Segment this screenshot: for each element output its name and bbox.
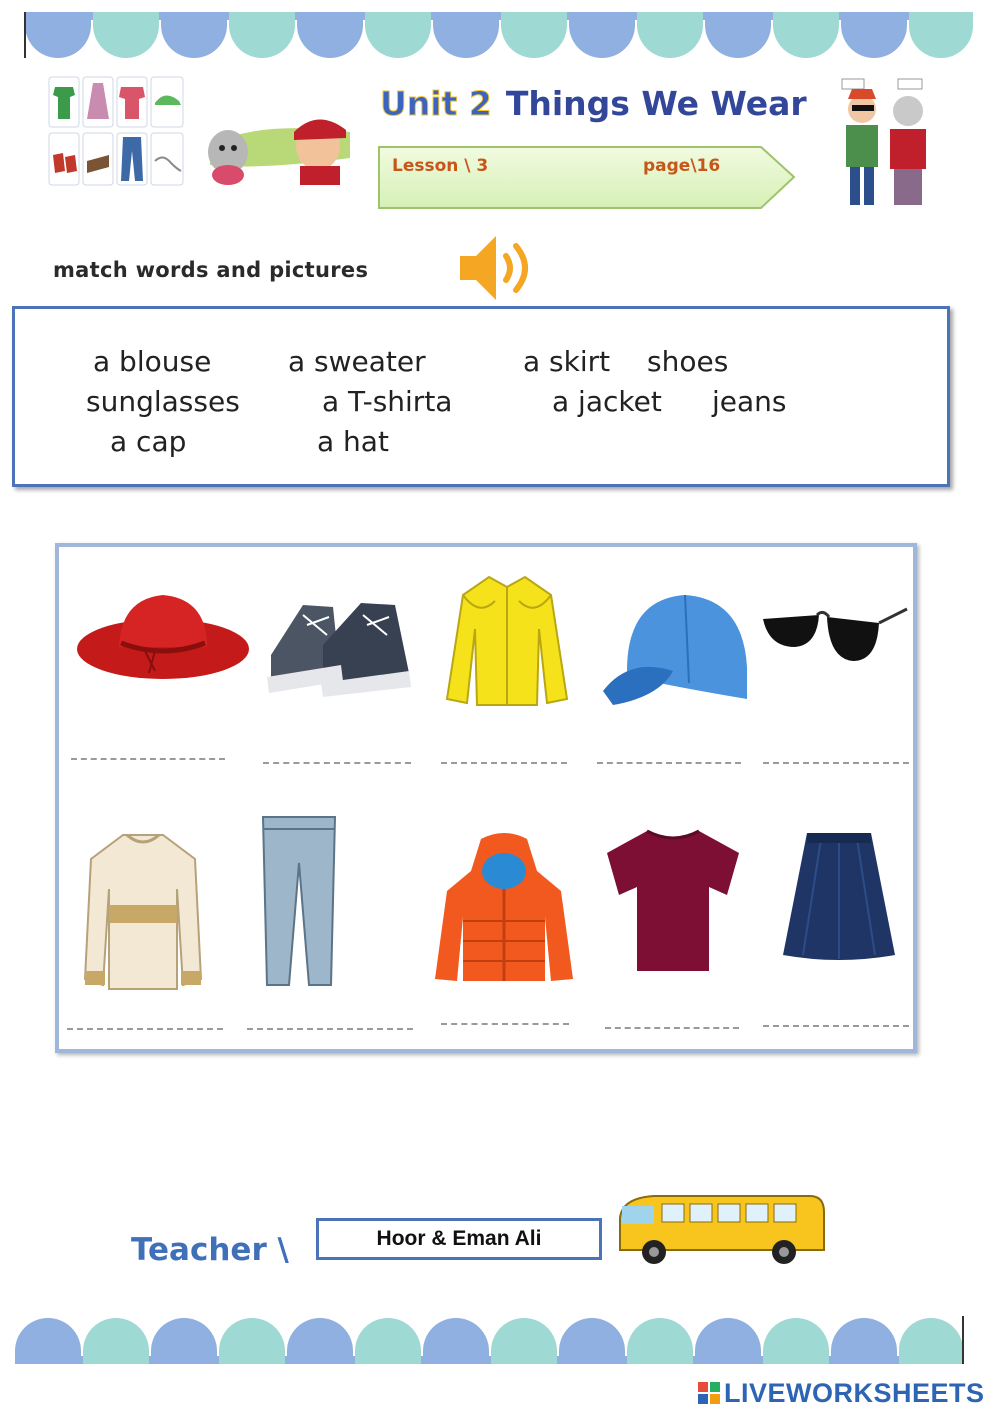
word-bank-item: jeans <box>712 385 787 418</box>
word-bank-item: shoes <box>647 345 729 378</box>
answer-line[interactable] <box>763 762 909 764</box>
page-title <box>380 84 807 132</box>
border-scallop <box>695 1318 761 1364</box>
bottom-border-line <box>962 1316 964 1364</box>
jeans-icon <box>257 813 341 987</box>
word-bank-item: sunglasses <box>86 385 240 418</box>
picture-panel <box>55 543 917 1053</box>
top-border-line <box>24 12 26 58</box>
border-scallop <box>423 1318 489 1364</box>
border-scallop <box>559 1318 625 1364</box>
border-scallop <box>25 12 91 58</box>
border-scallop <box>433 12 499 58</box>
border-scallop <box>773 12 839 58</box>
word-bank-item: a jacket <box>552 385 662 418</box>
border-scallop <box>831 1318 897 1364</box>
word-bank-item: a cap <box>110 425 187 458</box>
border-scallop <box>491 1318 557 1364</box>
word-bank-item: a skirt <box>523 345 611 378</box>
border-scallop <box>841 12 907 58</box>
speaker-icon[interactable] <box>456 232 540 304</box>
bottom-border-strip <box>15 1316 963 1364</box>
clothing-grid-image <box>47 75 185 187</box>
top-border-strip <box>25 12 973 60</box>
unit-label: Unit 2 <box>380 84 492 123</box>
border-scallop <box>899 1318 963 1364</box>
border-scallop <box>365 12 431 58</box>
maroon-tshirt-icon <box>605 827 741 973</box>
word-bank-item: a T-shirta <box>322 385 453 418</box>
answer-line[interactable] <box>441 1023 569 1025</box>
word-bank-box <box>12 306 950 487</box>
teacher-name-box: Hoor & Eman Ali <box>316 1218 602 1260</box>
border-scallop <box>219 1318 285 1364</box>
characters-illustration <box>838 75 938 213</box>
sunglasses-icon <box>761 601 909 673</box>
orange-jacket-icon <box>433 831 575 983</box>
yellow-blouse-icon <box>439 571 575 711</box>
answer-line[interactable] <box>67 1028 223 1030</box>
sweater-icon <box>83 829 203 993</box>
blue-cap-icon <box>599 587 751 719</box>
sneakers-icon <box>263 595 415 699</box>
answer-line[interactable] <box>71 758 225 760</box>
border-scallop <box>705 12 771 58</box>
word-bank-item: a hat <box>317 425 389 458</box>
answer-line[interactable] <box>441 762 567 764</box>
border-scallop <box>229 12 295 58</box>
border-scallop <box>909 12 973 58</box>
teacher-label: Teacher \ <box>131 1232 289 1268</box>
answer-line[interactable] <box>263 762 411 764</box>
border-scallop <box>637 12 703 58</box>
lesson-label: Lesson \ 3 <box>392 156 489 176</box>
border-scallop <box>287 1318 353 1364</box>
answer-line[interactable] <box>247 1028 413 1030</box>
word-bank-item: a sweater <box>288 345 426 378</box>
border-scallop <box>569 12 635 58</box>
answer-line[interactable] <box>763 1025 909 1027</box>
title-text: Things We Wear <box>505 84 807 123</box>
border-scallop <box>627 1318 693 1364</box>
border-scallop <box>83 1318 149 1364</box>
answer-line[interactable] <box>605 1027 739 1029</box>
brand-name[interactable]: LIVEWORKSHEETS <box>724 1378 985 1408</box>
border-scallop <box>355 1318 421 1364</box>
instruction-text: match words and pictures <box>53 258 369 282</box>
answer-line[interactable] <box>597 762 741 764</box>
lesson-banner <box>377 144 797 211</box>
word-bank-item: a blouse <box>93 345 212 378</box>
border-scallop <box>15 1318 81 1364</box>
navy-skirt-icon <box>781 829 897 963</box>
school-bus-icon <box>614 1192 826 1268</box>
border-scallop <box>297 12 363 58</box>
border-scallop <box>763 1318 829 1364</box>
page-label: page\16 <box>643 156 721 176</box>
kid-and-cat-illustration <box>200 110 360 185</box>
border-scallop <box>151 1318 217 1364</box>
red-hat-icon <box>75 589 251 685</box>
border-scallop <box>501 12 567 58</box>
border-scallop <box>161 12 227 58</box>
border-scallop <box>93 12 159 58</box>
liveworksheets-logo-icon <box>698 1382 720 1404</box>
